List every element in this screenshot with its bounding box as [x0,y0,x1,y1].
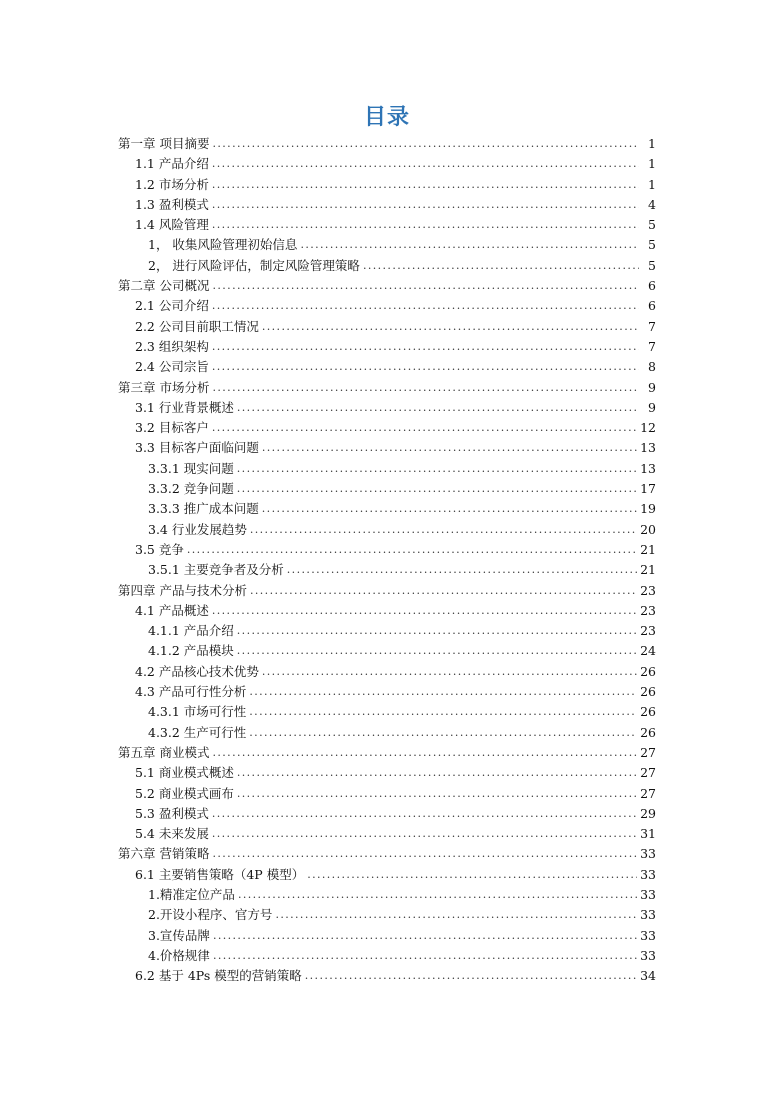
toc-entry[interactable] [118,763,656,783]
toc-leader-dots [212,357,639,377]
toc-entry[interactable] [118,723,656,743]
toc-entry[interactable] [118,337,656,357]
toc-entry[interactable] [118,296,656,316]
toc-entry-label: 5.2 商业模式画布 [135,785,234,801]
toc-entry-label: 第一章 项目摘要 [118,136,210,151]
toc-entry-page-number: 26 [640,663,656,679]
toc-leader-dots [305,966,637,986]
toc-entry-page-number: 33 [640,886,656,902]
toc-leader-dots [249,702,637,722]
toc-entry-page-number: 4 [648,196,656,212]
toc-entry-page-number: 21 [640,541,656,557]
toc-entry[interactable] [118,662,656,682]
toc-entry-label: 4.3.2 生产可行性 [148,724,247,740]
toc-entry-label: 6.1 主要销售策略（4P 模型） [135,866,305,882]
toc-leader-dots [212,195,639,215]
toc-leader-dots [262,317,639,337]
toc-entry-label: 第五章 商业模式 [118,744,210,760]
toc-entry-label: 第六章 营销策略 [118,846,210,862]
toc-leader-dots [363,256,639,276]
toc-entry-label: 2， 进行风险评估，制定风险管理策略 [148,257,360,273]
toc-entry-label: 4.1.2 产品模块 [148,643,234,659]
toc-entry-page-number: 5 [648,237,656,253]
toc-entry-page-number: 23 [640,582,656,598]
toc-leader-dots [237,763,637,783]
toc-leader-dots [249,723,637,743]
toc-entry-page-number: 1 [648,156,656,172]
toc-entry[interactable] [118,134,656,154]
toc-entry-page-number: 24 [640,643,656,659]
toc-leader-dots [212,378,639,398]
toc-entry-page-number: 21 [640,562,656,578]
toc-entry[interactable] [118,520,656,540]
toc-leader-dots [212,337,639,357]
toc-entry-page-number: 27 [640,785,656,801]
toc-entry-page-number: 33 [640,866,656,882]
toc-entry[interactable] [118,154,656,174]
toc-entry-page-number: 1 [648,176,656,192]
toc-entry-page-number: 5 [648,217,656,233]
toc-entry-label: 2.4 公司宗旨 [135,359,209,375]
toc-entry-page-number: 7 [648,338,656,354]
table-of-contents [118,134,656,986]
toc-entry-label: 4.3.1 市场可行性 [148,704,247,720]
toc-leader-dots [237,398,639,418]
toc-entry-page-number: 1 [648,136,656,151]
toc-entry[interactable] [118,418,656,438]
toc-entry-label: 1.3 盈利模式 [135,196,209,212]
toc-entry[interactable] [118,601,656,621]
toc-leader-dots [250,581,637,601]
toc-entry[interactable] [118,641,656,661]
toc-entry-label: 3.3.1 现实问题 [148,460,234,476]
toc-leader-dots [307,865,637,885]
toc-entry-page-number: 19 [640,501,656,517]
toc-entry[interactable] [118,175,656,195]
toc-entry[interactable] [118,844,656,864]
toc-leader-dots [212,601,637,621]
toc-entry-page-number: 33 [640,846,656,862]
toc-leader-dots [237,621,637,641]
toc-entry-label: 4.价格规律 [148,947,210,963]
toc-entry-page-number: 29 [640,805,656,821]
toc-entry[interactable] [118,926,656,946]
toc-entry[interactable] [118,235,656,255]
toc-entry-label: 4.1 产品概述 [135,602,209,618]
toc-entry-label: 5.4 未来发展 [135,826,209,842]
toc-leader-dots [212,154,639,174]
toc-leader-dots [262,499,637,519]
toc-entry-page-number: 23 [640,602,656,618]
toc-leader-dots [300,235,639,255]
toc-leader-dots [213,946,637,966]
toc-entry-page-number: 33 [640,907,656,923]
toc-entry[interactable] [118,276,656,296]
toc-entry-page-number: 17 [640,481,656,497]
toc-leader-dots [213,926,637,946]
toc-entry-page-number: 26 [640,704,656,720]
toc-entry[interactable] [118,479,656,499]
toc-entry-page-number: 13 [640,440,656,456]
toc-leader-dots [212,418,637,438]
toc-leader-dots [250,520,637,540]
toc-entry[interactable] [118,621,656,641]
toc-leader-dots [212,804,637,824]
toc-entry[interactable] [118,966,656,986]
toc-entry-page-number: 8 [648,359,656,375]
toc-leader-dots [212,134,639,154]
toc-entry[interactable] [118,865,656,885]
toc-entry-page-number: 27 [640,765,656,781]
toc-entry-label: 4.1.1 产品介绍 [148,623,234,639]
toc-entry-label: 5.1 商业模式概述 [135,765,234,781]
toc-entry-label: 1.1 产品介绍 [135,156,209,172]
toc-entry-label: 4.2 产品核心技术优势 [135,663,259,679]
toc-entry[interactable] [118,378,656,398]
toc-entry-label: 3.2 目标客户 [135,420,209,436]
toc-entry-label: 1.精准定位产品 [148,886,235,902]
toc-entry[interactable] [118,540,656,560]
toc-leader-dots [275,905,637,925]
toc-entry-page-number: 5 [648,257,656,273]
toc-entry[interactable] [118,317,656,337]
toc-leader-dots [237,641,637,661]
toc-entry-page-number: 6 [648,298,656,314]
toc-title: 目录 [363,105,410,130]
toc-entry-label: 5.3 盈利模式 [135,805,209,821]
toc-entry-label: 1， 收集风险管理初始信息 [148,237,298,253]
toc-entry-page-number: 13 [640,460,656,476]
toc-entry[interactable] [118,438,656,458]
toc-entry-label: 1.4 风险管理 [135,217,209,233]
toc-entry-page-number: 31 [640,826,656,842]
toc-entry-label: 3.宣传品牌 [148,927,210,943]
toc-entry-page-number: 26 [640,724,656,740]
toc-entry[interactable] [118,804,656,824]
toc-entry-page-number: 9 [648,399,656,415]
toc-entry[interactable] [118,398,656,418]
toc-entry-label: 3.5.1 主要竞争者及分析 [148,562,284,578]
toc-entry-label: 3.1 行业背景概述 [135,399,234,415]
toc-entry[interactable] [118,946,656,966]
toc-entry-page-number: 33 [640,927,656,943]
toc-entry[interactable] [118,885,656,905]
toc-entry[interactable] [118,743,656,763]
toc-leader-dots [212,844,637,864]
toc-entry-label: 2.1 公司介绍 [135,298,209,314]
toc-entry-page-number: 26 [640,684,656,700]
toc-entry[interactable] [118,824,656,844]
toc-leader-dots [262,662,637,682]
toc-entry-label: 第四章 产品与技术分析 [118,582,247,598]
toc-entry-page-number: 27 [640,744,656,760]
toc-entry-label: 3.3 目标客户面临问题 [135,440,259,456]
toc-entry-label: 6.2 基于 4Ps 模型的营销策略 [135,968,302,984]
toc-leader-dots [237,784,637,804]
toc-entry[interactable] [118,581,656,601]
toc-entry[interactable] [118,195,656,215]
toc-leader-dots [212,824,637,844]
toc-leader-dots [212,276,639,296]
toc-leader-dots [212,215,639,235]
toc-leader-dots [237,479,637,499]
toc-entry-page-number: 12 [640,420,656,436]
toc-entry[interactable] [118,682,656,702]
toc-entry-page-number: 23 [640,623,656,639]
toc-entry-label: 3.3.3 推广成本问题 [148,501,259,517]
toc-entry[interactable] [118,459,656,479]
toc-entry-label: 3.3.2 竞争问题 [148,481,234,497]
toc-entry[interactable] [118,560,656,580]
toc-entry-label: 第三章 市场分析 [118,379,210,395]
toc-leader-dots [238,885,637,905]
toc-entry-page-number: 9 [648,379,656,395]
toc-leader-dots [249,682,637,702]
toc-entry[interactable] [118,702,656,722]
toc-entry-page-number: 33 [640,947,656,963]
toc-entry-page-number: 7 [648,318,656,334]
toc-entry[interactable] [118,905,656,925]
toc-entry-label: 第二章 公司概况 [118,278,210,294]
toc-entry-label: 2.3 组织架构 [135,338,209,354]
toc-entry-label: 3.5 竞争 [135,541,184,557]
toc-leader-dots [212,296,639,316]
toc-leader-dots [237,459,637,479]
toc-leader-dots [287,560,637,580]
toc-leader-dots [212,743,637,763]
toc-entry-label: 2.开设小程序、官方号 [148,907,273,923]
toc-leader-dots [187,540,637,560]
toc-leader-dots [262,438,637,458]
toc-entry-label: 1.2 市场分析 [135,176,209,192]
toc-entry-page-number: 6 [648,278,656,294]
toc-entry[interactable] [118,256,656,276]
toc-entry[interactable] [118,499,656,519]
toc-entry[interactable] [118,357,656,377]
toc-entry-page-number: 20 [640,521,656,537]
toc-entry-label: 2.2 公司目前职工情况 [135,318,259,334]
toc-entry[interactable] [118,784,656,804]
toc-entry[interactable] [118,215,656,235]
toc-entry-label: 3.4 行业发展趋势 [148,521,247,537]
toc-entry-page-number: 34 [640,968,656,984]
toc-leader-dots [212,175,639,195]
toc-entry-label: 4.3 产品可行性分析 [135,684,247,700]
